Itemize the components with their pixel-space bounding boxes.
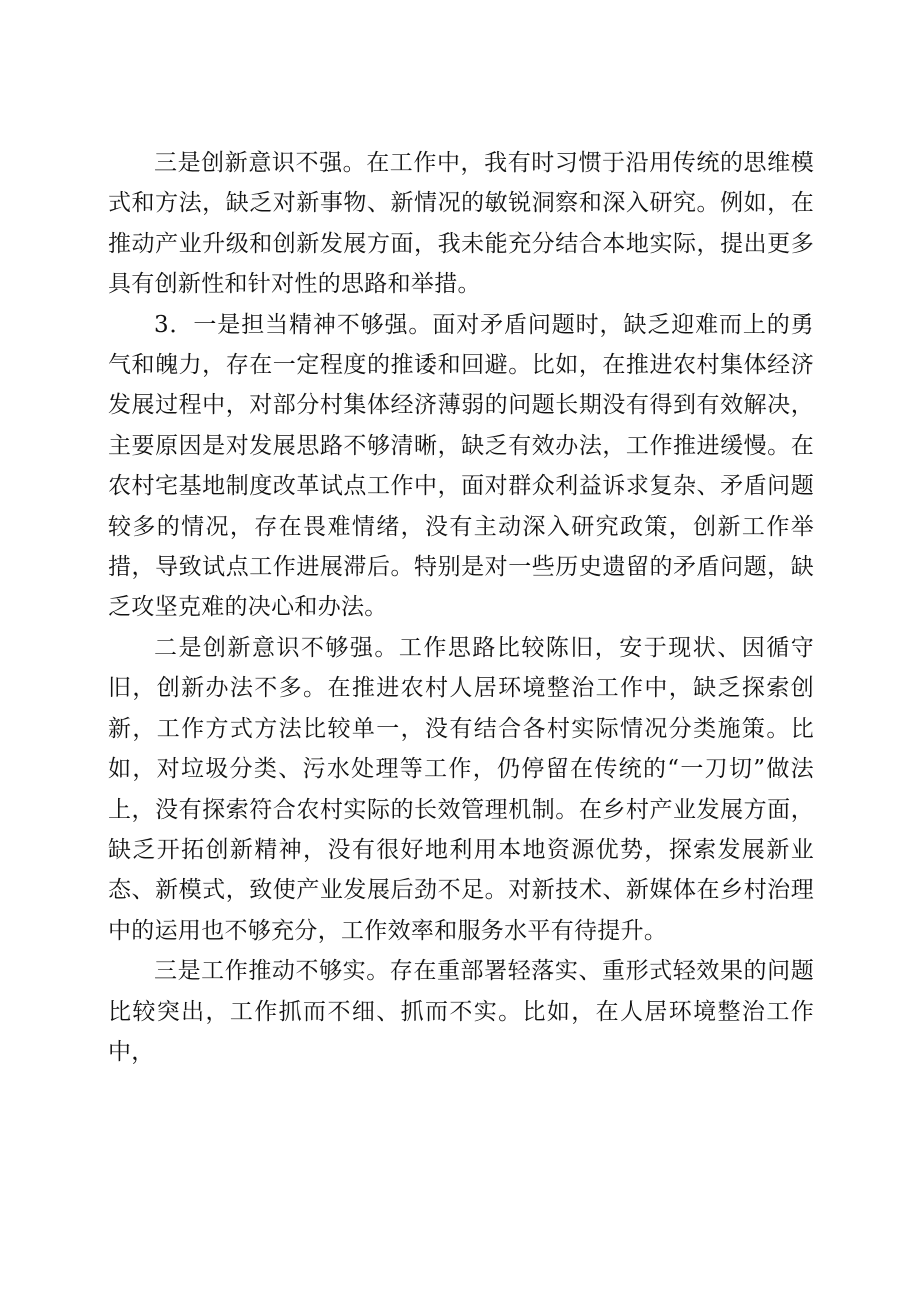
paragraph-innovation-awareness: 三是创新意识不强。在工作中，我有时习惯于沿用传统的思维模式和方法，缺乏对新事物、新情况的敏锐洞察和深入研究。例如，在推动产业升级和创新发展方面，我未能充分结合本地实际，提出更多具有创新性和针对性的思路和举措。	[108, 150, 814, 298]
paragraph-responsibility-spirit: 3．一是担当精神不够强。面对矛盾问题时，缺乏迎难而上的勇气和魄力，存在一定程度的推诿和回避。比如，在推进农村集体经济发展过程中，对部分村集体经济薄弱的问题长期没有得到有效解决，主要原因是对发展思路不够清晰，缺乏有效办法，工作推进缓慢。在农村宅基地制度改革试点工作中，面对群众利益诉求复杂、矛盾问题较多的情况，存在畏难情绪，没有主动深入研究政策，创新工作举措，导致试点工作进展滞后。特别是对一些历史遗留的矛盾问题，缺乏攻坚克难的决心和办法。	[108, 311, 814, 621]
paragraph-work-implementation: 三是工作推动不够实。存在重部署轻落实、重形式轻效果的问题比较突出，工作抓而不细、抓而不实。比如，在人居环境整治工作中，	[108, 958, 814, 1065]
document-body	[108, 143, 814, 1072]
paragraph-innovation-insufficient: 二是创新意识不够强。工作思路比较陈旧，安于现状、因循守旧，创新办法不多。在推进农村人居环境整治工作中，缺乏探索创新，工作方式方法比较单一，没有结合各村实际情况分类施策。比如，对垃圾分类、污水处理等工作，仍停留在传统的“一刀切”做法上，没有探索符合农村实际的长效管理机制。在乡村产业发展方面，缺乏开拓创新精神，没有很好地利用本地资源优势，探索发展新业态、新模式，致使产业发展后劲不足。对新技术、新媒体在乡村治理中的运用也不够充分，工作效率和服务水平有待提升。	[108, 634, 814, 944]
